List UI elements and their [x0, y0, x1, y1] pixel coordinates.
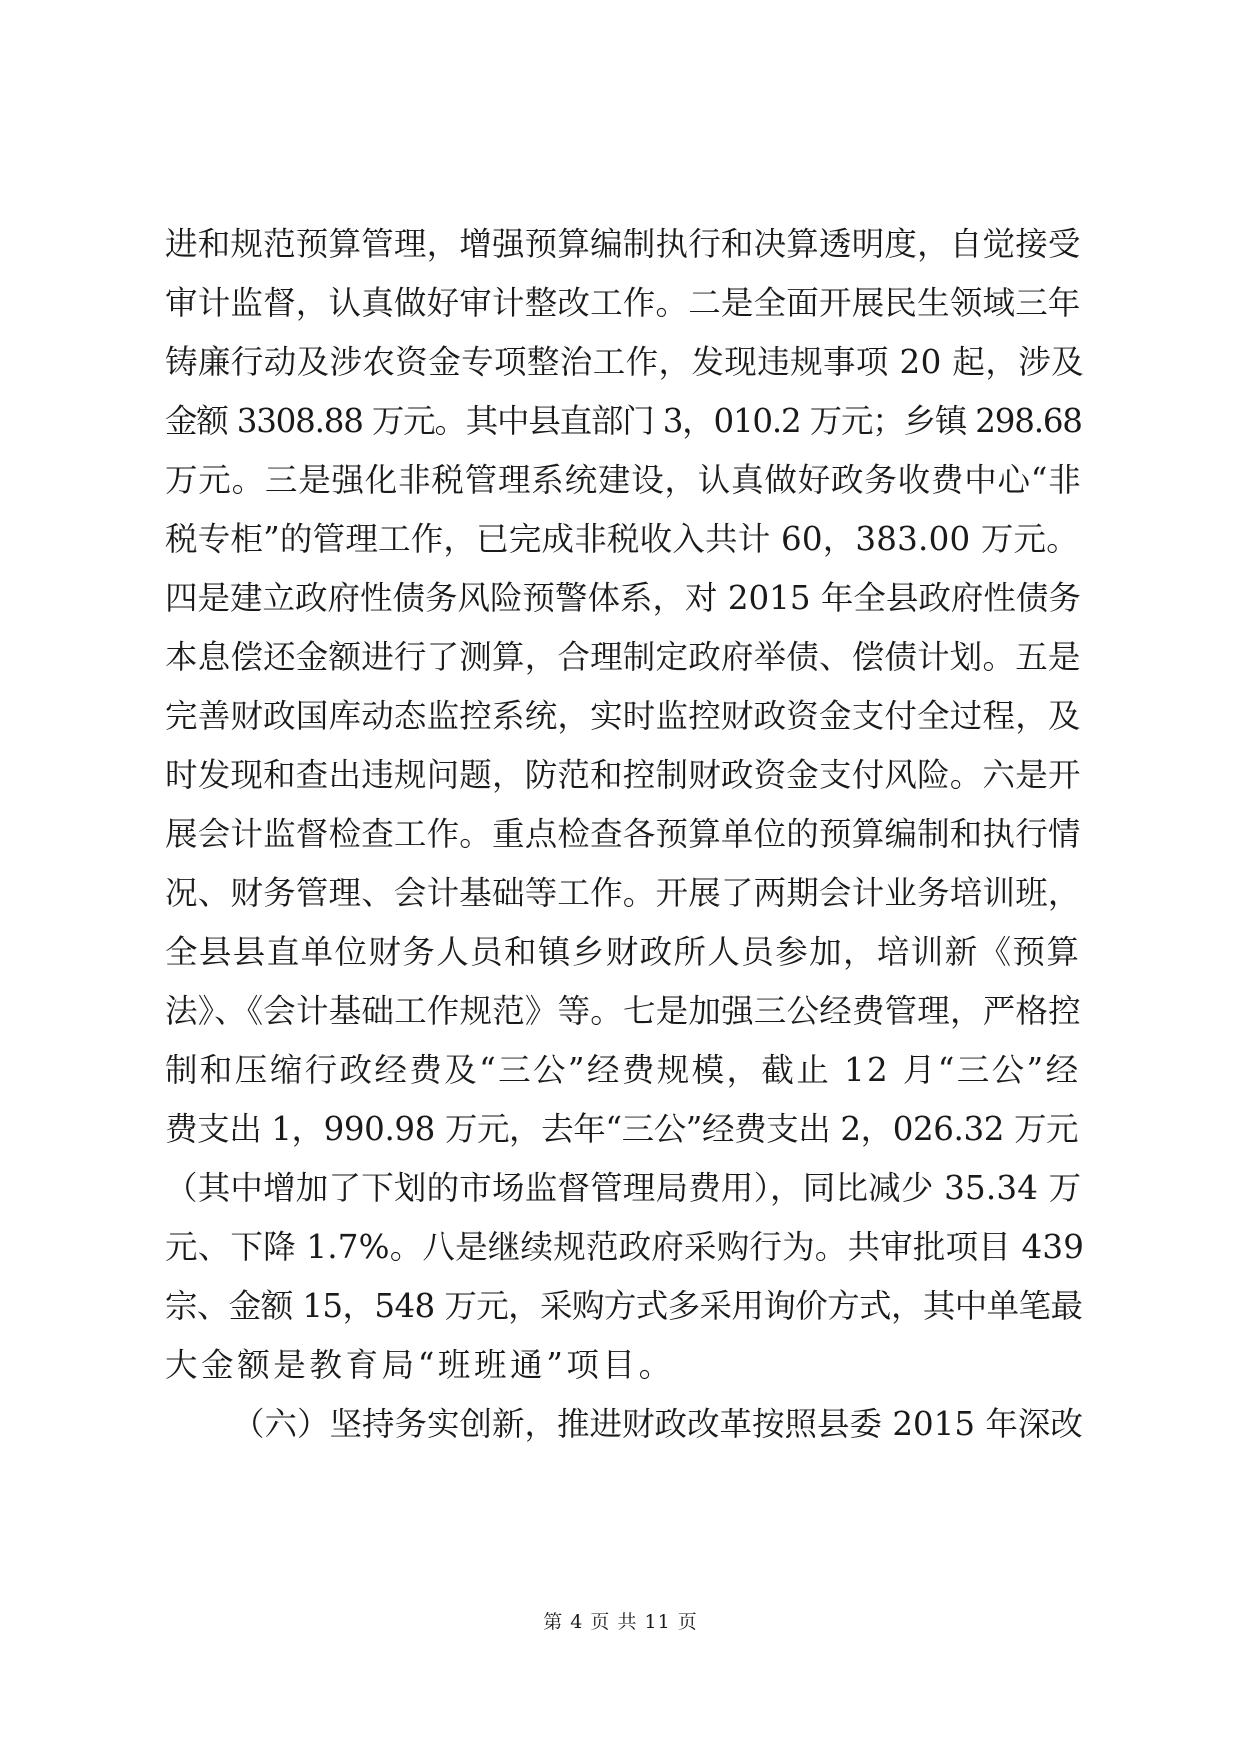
section-heading-line: （六）坚持务实创新，推进财政改革按照县委 2015 年深改: [232, 1405, 1083, 1443]
body-text-line: 展会计监督检查工作。重点检查各预算单位的预算编制和执行情: [165, 815, 1081, 853]
body-text-line: 税专柜”的管理工作，已完成非税收入共计 60，383.00 万元。: [165, 520, 1079, 558]
body-text-line: 时发现和查出违规问题，防范和控制财政资金支付风险。六是开: [165, 756, 1081, 794]
page-footer: 第 4 页 共 11 页: [543, 1611, 698, 1633]
body-text-line: 本息偿还金额进行了测算，合理制定政府举债、偿债计划。五是: [165, 638, 1081, 676]
body-text-line: 万元。三是强化非税管理系统建设，认真做好政务收费中心“非: [165, 461, 1082, 499]
body-text-line: 宗、金额 15，548 万元，采购方式多采用询价方式，其中单笔最: [165, 1287, 1083, 1325]
body-text-line: 况、财务管理、会计基础等工作。开展了两期会计业务培训班，: [165, 874, 1081, 912]
body-text-line: 费支出 1，990.98 万元，去年“三公”经费支出 2，026.32 万元: [165, 1110, 1079, 1148]
body-text-line: 法》、《会计基础工作规范》等。七是加强三公经费管理，严格控: [165, 992, 1081, 1030]
body-text-line: 金额 3308.88 万元。其中县直部门 3，010.2 万元；乡镇 298.68: [165, 402, 1082, 440]
body-text-line: 铸廉行动及涉农资金专项整治工作，发现违规事项 20 起，涉及: [165, 343, 1085, 381]
body-text-line: 审计监督，认真做好审计整改工作。二是全面开展民生领域三年: [165, 284, 1081, 322]
body-text-line: 大金额是教育局“班班通”项目。: [165, 1346, 675, 1384]
body-text-line: 全县县直单位财务人员和镇乡财政所人员参加，培训新《预算: [165, 933, 1081, 971]
body-text-line: 四是建立政府性债务风险预警体系，对 2015 年全县政府性债务: [165, 579, 1081, 617]
body-text-line: 进和规范预算管理，增强预算编制执行和决算透明度，自觉接受: [165, 225, 1081, 263]
body-text-line: 元、下降 1.7%。八是继续规范政府采购行为。共审批项目 439: [165, 1228, 1085, 1266]
body-text-line: 制和压缩行政经费及“三公”经费规模，截止 12 月“三公”经: [165, 1051, 1081, 1089]
body-text-line: 完善财政国库动态监控系统，实时监控财政资金支付全过程，及: [165, 697, 1081, 735]
body-text-line: （其中增加了下划的市场监督管理局费用），同比减少 35.34 万: [165, 1169, 1082, 1207]
